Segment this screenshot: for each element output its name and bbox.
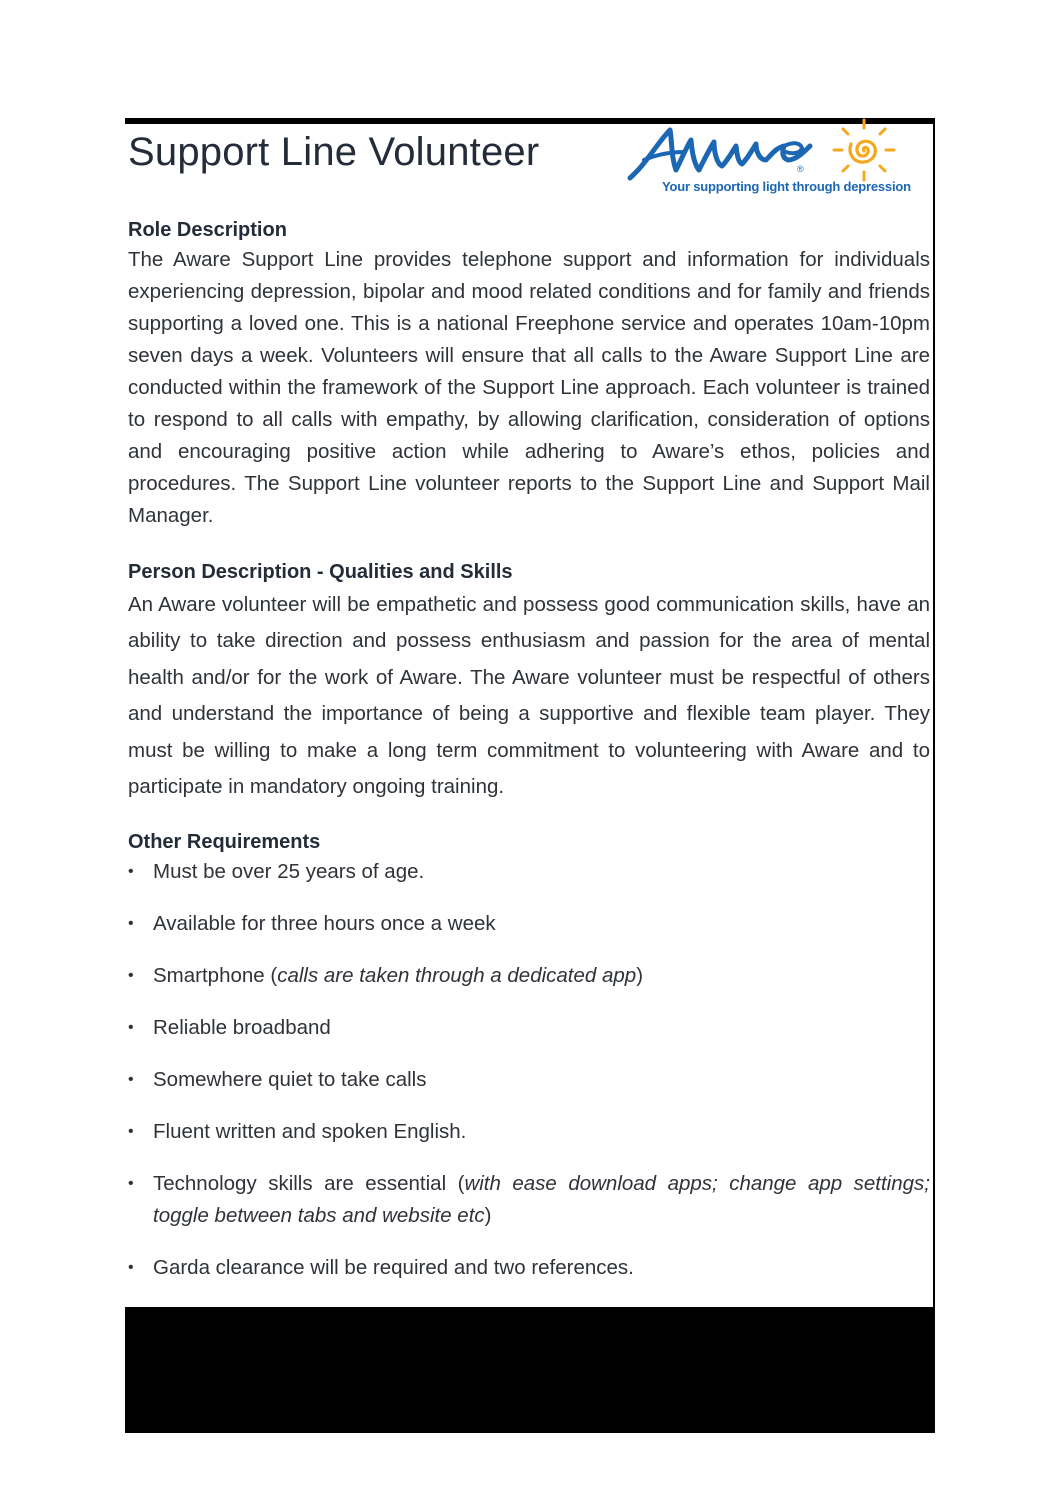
requirement-suffix: ) — [484, 1204, 492, 1227]
logo-tagline: Your supporting light through depression — [662, 179, 911, 194]
right-border — [933, 118, 935, 1308]
list-item — [128, 1252, 930, 1284]
list-item — [128, 1168, 930, 1232]
requirement-text: Smartphone ( — [153, 964, 278, 987]
role-section — [128, 216, 930, 532]
page-title: Support Line Volunteer — [128, 130, 540, 174]
registered-mark: ® — [797, 164, 804, 174]
aware-logo — [622, 118, 911, 200]
requirements-heading: Other Requirements — [128, 831, 321, 853]
bullet: • — [128, 1175, 134, 1192]
requirement-text: Garda clearance will be required and two references. — [153, 1256, 634, 1279]
person-heading: Person Description - Qualities and Skills — [128, 561, 513, 583]
requirement-note: calls are taken through a dedicated app — [277, 964, 637, 987]
bullet: • — [128, 1071, 134, 1088]
requirement-text: Technology skills are essential ( — [153, 1172, 465, 1195]
list-item — [128, 1116, 930, 1148]
requirement-note: with ease download apps; change app settings; toggle between tabs and website etc — [153, 1172, 930, 1227]
requirements-list — [128, 856, 930, 1284]
role-text: The Aware Support Line provides telephone support and information for individuals experiencing depression, bipolar and mood related conditions and for family and friends supporting a loved one. This is a national Freephone service and operates 10am-10pm seven days a week. Volunteers will ensure that all calls to the Aware Support Line are conducted within the framework of the Support Line approach. Each volunteer is trained to respond to all calls with empathy, by allowing clarification, consideration of options and encouraging positive action while adhering to Aware’s ethos, policies and procedures. The Support Line volunteer reports to the Support Line and Support Mail Manager. — [128, 248, 930, 527]
bullet: • — [128, 1123, 134, 1140]
requirements-section — [128, 828, 930, 1304]
list-item — [128, 1012, 930, 1044]
bullet: • — [128, 915, 134, 932]
bullet: • — [128, 863, 134, 880]
list-item — [128, 856, 930, 888]
role-heading: Role Description — [128, 219, 287, 241]
list-item — [128, 1064, 930, 1096]
list-item — [128, 960, 930, 992]
list-item — [128, 908, 930, 940]
footer-block — [125, 1307, 935, 1433]
requirement-text: Somewhere quiet to take calls — [153, 1068, 427, 1091]
bullet: • — [128, 1259, 134, 1276]
bullet: • — [128, 967, 134, 984]
requirement-text: Available for three hours once a week — [153, 912, 496, 935]
requirement-text: Fluent written and spoken English. — [153, 1120, 467, 1143]
person-text: An Aware volunteer will be empathetic and possess good communication skills, have an ability to take direction and possess enthusiasm and passion for the area of mental health and/or for the work of Aware. The Aware volunteer must be respectful of others and understand the importance of being a supportive and flexible team player. They must be willing to make a long term commitment to volunteering with Aware and to participate in mandatory ongoing training. — [128, 593, 930, 799]
requirement-suffix: ) — [636, 964, 644, 987]
bullet: • — [128, 1019, 134, 1036]
person-section — [128, 558, 930, 805]
requirement-text: Must be over 25 years of age. — [153, 860, 425, 883]
requirement-text: Reliable broadband — [153, 1016, 331, 1039]
sun-spiral-icon — [832, 118, 896, 182]
